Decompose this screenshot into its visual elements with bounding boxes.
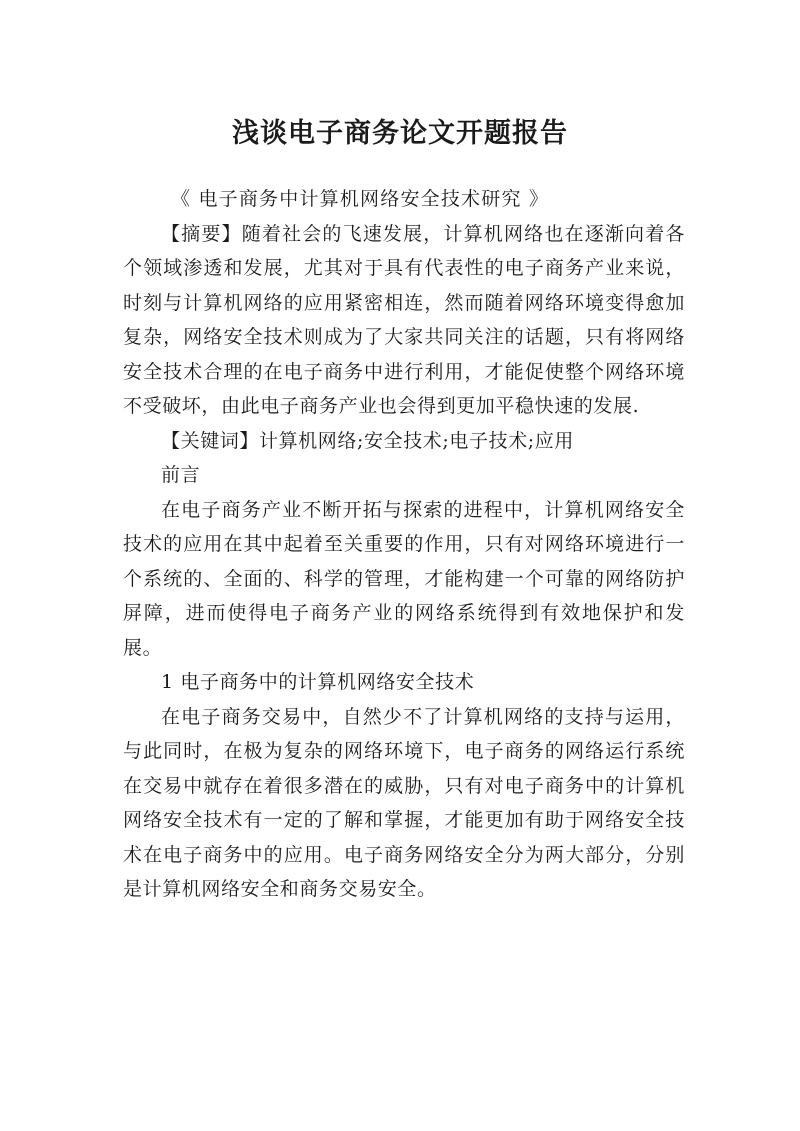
preface-paragraph: 在电子商务产业不断开拓与探索的进程中，计算机网络安全技术的应用在其中起着至关重要的作用，只有对网络环境进行一个系统的、全面的、科学的管理，才能构建一个可靠的网络防护屏障，进而使得电子商务产业的网络系统得到有效地保护和发展。 [123,498,685,659]
preface-heading: 前言 [161,464,201,486]
document-title: 浅谈电子商务论文开题报告 [232,118,568,150]
document-body [123,182,685,907]
citation-line: 《 电子商务中计算机网络安全技术研究 》 [171,188,550,210]
section-1-paragraph: 在电子商务交易中，自然少不了计算机网络的支持与运用，与此同时，在极为复杂的网络环境下，电子商务的网络运行系统在交易中就存在着很多潜在的威胁，只有对电子商务中的计算机网络安全技术有一定的了解和掌握，才能更加有助于网络安全技术在电子商务中的应用。电子商务网络安全分为两大部分，分别是计算机网络安全和商务交易安全。 [123,705,685,900]
section-1-heading: 1 电子商务中的计算机网络安全技术 [161,671,475,693]
keywords-line: 【关键词】计算机网络;安全技术;电子技术;应用 [161,429,575,452]
abstract-paragraph: 【摘要】随着社会的飞速发展，计算机网络也在逐渐向着各个领域渗透和发展，尤其对于具有代表性的电子商务产业来说，时刻与计算机网络的应用紧密相连，然而随着网络环境变得愈加复杂，网络安全技术则成为了大家共同关注的话题，只有将网络安全技术合理的在电子商务中进行利用，才能促使整个网络环境不受破坏，由此电子商务产业也会得到更加平稳快速的发展. [123,222,685,417]
